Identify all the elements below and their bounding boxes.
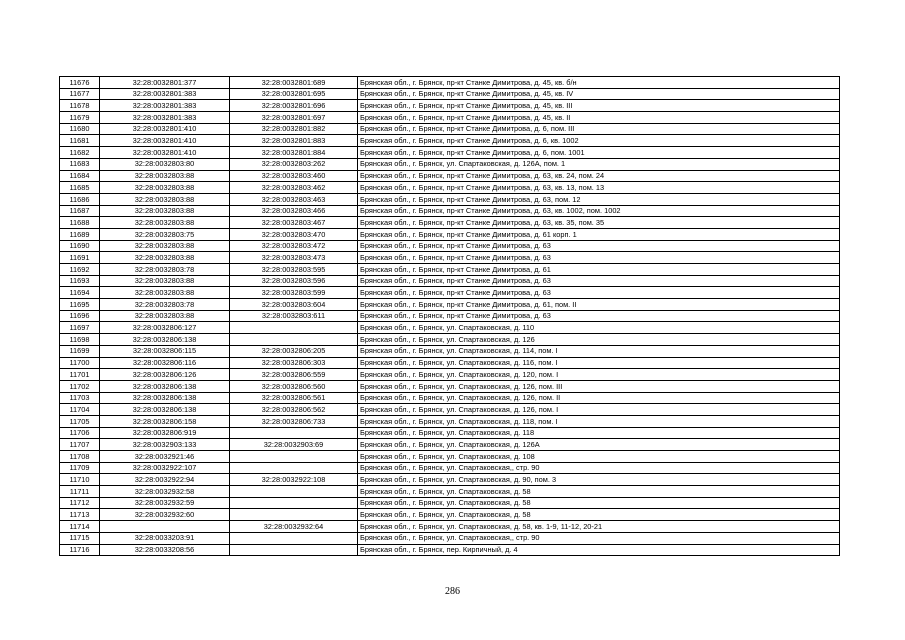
parcel-cadastral-number-cell: 32:28:0033208:56 [100,544,230,556]
row-number-cell: 11698 [60,334,100,346]
row-number-cell: 11711 [60,486,100,498]
table-row [60,474,840,486]
table-row [60,217,840,229]
parcel-cadastral-number-cell: 32:28:0032803:88 [100,310,230,322]
table-row [60,170,840,182]
parcel-cadastral-number-cell: 32:28:0032921:46 [100,451,230,463]
row-number-cell: 11690 [60,240,100,252]
address-cell: Брянская обл., г. Брянск, ул. Спартаковская, д. 110 [358,322,840,334]
parcel-cadastral-number-cell: 32:28:0032801:410 [100,123,230,135]
table-row [60,322,840,334]
object-cadastral-number-cell: 32:28:0032801:883 [230,135,358,147]
parcel-cadastral-number-cell: 32:28:0032806:919 [100,427,230,439]
parcel-cadastral-number-cell: 32:28:0032806:126 [100,369,230,381]
page-number: 286 [445,586,460,597]
object-cadastral-number-cell: 32:28:0032803:462 [230,182,358,194]
address-cell: Брянская обл., г. Брянск, пр-кт Станке Димитрова, д. 61 корп. 1 [358,228,840,240]
row-number-cell: 11704 [60,404,100,416]
object-cadastral-number-cell: 32:28:0032801:689 [230,77,358,89]
object-cadastral-number-cell [230,486,358,498]
address-cell: Брянская обл., г. Брянск, ул. Спартаковская,, стр. 90 [358,532,840,544]
address-cell: Брянская обл., г. Брянск, ул. Спартаковская, д. 120, пом. I [358,369,840,381]
row-number-cell: 11700 [60,357,100,369]
row-number-cell: 11685 [60,182,100,194]
object-cadastral-number-cell: 32:28:0032932:64 [230,521,358,533]
row-number-cell: 11715 [60,532,100,544]
object-cadastral-number-cell: 32:28:0032801:696 [230,100,358,112]
address-cell: Брянская обл., г. Брянск, ул. Спартаковская, д. 114, пом. I [358,345,840,357]
address-cell: Брянская обл., г. Брянск, пр-кт Станке Димитрова, д. 45, кв. III [358,100,840,112]
table-row [60,486,840,498]
object-cadastral-number-cell: 32:28:0032803:604 [230,299,358,311]
table-row [60,404,840,416]
parcel-cadastral-number-cell: 32:28:0032806:158 [100,415,230,427]
table-row [60,228,840,240]
object-cadastral-number-cell: 32:28:0032801:884 [230,147,358,159]
table-row [60,415,840,427]
row-number-cell: 11692 [60,264,100,276]
parcel-cadastral-number-cell: 32:28:0032803:88 [100,193,230,205]
row-number-cell: 11716 [60,544,100,556]
address-cell: Брянская обл., г. Брянск, ул. Спартаковская, д. 126, пом. III [358,380,840,392]
address-cell: Брянская обл., г. Брянск, ул. Спартаковская, д. 58 [358,497,840,509]
row-number-cell: 11709 [60,462,100,474]
table-row [60,88,840,100]
object-cadastral-number-cell [230,532,358,544]
parcel-cadastral-number-cell: 32:28:0032801:377 [100,77,230,89]
parcel-cadastral-number-cell: 32:28:0033203:91 [100,532,230,544]
address-cell: Брянская обл., г. Брянск, ул. Спартаковская, д. 126 [358,334,840,346]
address-cell: Брянская обл., г. Брянск, пр-кт Станке Димитрова, д. 6, кв. 1002 [358,135,840,147]
object-cadastral-number-cell: 32:28:0032803:262 [230,158,358,170]
table-row [60,509,840,521]
parcel-cadastral-number-cell: 32:28:0032806:138 [100,334,230,346]
object-cadastral-number-cell: 32:28:0032803:596 [230,275,358,287]
address-cell: Брянская обл., г. Брянск, ул. Спартаковская, д. 126, пом. I [358,404,840,416]
object-cadastral-number-cell: 32:28:0032806:303 [230,357,358,369]
parcel-cadastral-number-cell: 32:28:0032903:133 [100,439,230,451]
row-number-cell: 11699 [60,345,100,357]
row-number-cell: 11693 [60,275,100,287]
row-number-cell: 11679 [60,112,100,124]
parcel-cadastral-number-cell: 32:28:0032803:75 [100,228,230,240]
object-cadastral-number-cell: 32:28:0032803:595 [230,264,358,276]
address-cell: Брянская обл., г. Брянск, пр-кт Станке Димитрова, д. 63, пом. 12 [358,193,840,205]
object-cadastral-number-cell: 32:28:0032801:695 [230,88,358,100]
address-cell: Брянская обл., г. Брянск, пр-кт Станке Димитрова, д. 63 [358,275,840,287]
object-cadastral-number-cell: 32:28:0032803:463 [230,193,358,205]
object-cadastral-number-cell: 32:28:0032803:611 [230,310,358,322]
parcel-cadastral-number-cell: 32:28:0032801:410 [100,135,230,147]
object-cadastral-number-cell: 32:28:0032806:733 [230,415,358,427]
address-cell: Брянская обл., г. Брянск, пр-кт Станке Димитрова, д. 6, пом. III [358,123,840,135]
address-cell: Брянская обл., г. Брянск, пр-кт Станке Димитрова, д. 63 [358,287,840,299]
row-number-cell: 11689 [60,228,100,240]
object-cadastral-number-cell [230,462,358,474]
row-number-cell: 11678 [60,100,100,112]
parcel-cadastral-number-cell: 32:28:0032932:58 [100,486,230,498]
address-cell: Брянская обл., г. Брянск, пр-кт Станке Димитрова, д. 45, кв. IV [358,88,840,100]
object-cadastral-number-cell: 32:28:0032803:460 [230,170,358,182]
parcel-cadastral-number-cell: 32:28:0032806:138 [100,404,230,416]
table-row [60,427,840,439]
object-cadastral-number-cell [230,509,358,521]
row-number-cell: 11702 [60,380,100,392]
table-row [60,392,840,404]
object-cadastral-number-cell: 32:28:0032922:108 [230,474,358,486]
table-row [60,287,840,299]
table-row [60,77,840,89]
address-cell: Брянская обл., г. Брянск, пр-кт Станке Димитрова, д. 45, кв. б/н [358,77,840,89]
table-row [60,369,840,381]
row-number-cell: 11713 [60,509,100,521]
row-number-cell: 11694 [60,287,100,299]
parcel-cadastral-number-cell: 32:28:0032803:88 [100,205,230,217]
row-number-cell: 11712 [60,497,100,509]
row-number-cell: 11691 [60,252,100,264]
table-row [60,240,840,252]
table-row [60,521,840,533]
table-row [60,100,840,112]
row-number-cell: 11705 [60,415,100,427]
address-cell: Брянская обл., г. Брянск, ул. Спартаковская, д. 90, пом. 3 [358,474,840,486]
row-number-cell: 11682 [60,147,100,159]
object-cadastral-number-cell: 32:28:0032903:69 [230,439,358,451]
table-row [60,193,840,205]
address-cell: Брянская обл., г. Брянск, ул. Спартаковская, д. 108 [358,451,840,463]
parcel-cadastral-number-cell: 32:28:0032801:410 [100,147,230,159]
parcel-cadastral-number-cell: 32:28:0032801:383 [100,100,230,112]
parcel-cadastral-number-cell: 32:28:0032803:88 [100,287,230,299]
address-cell: Брянская обл., г. Брянск, ул. Спартаковская, д. 58 [358,509,840,521]
row-number-cell: 11683 [60,158,100,170]
table-row [60,462,840,474]
parcel-cadastral-number-cell: 32:28:0032922:94 [100,474,230,486]
address-cell: Брянская обл., г. Брянск, пр-кт Станке Димитрова, д. 63, кв. 35, пом. 35 [358,217,840,229]
table-row [60,334,840,346]
row-number-cell: 11706 [60,427,100,439]
table-row [60,310,840,322]
address-cell: Брянская обл., г. Брянск, пр-кт Станке Димитрова, д. 6, пом. 1001 [358,147,840,159]
object-cadastral-number-cell: 32:28:0032806:205 [230,345,358,357]
object-cadastral-number-cell: 32:28:0032801:882 [230,123,358,135]
parcel-cadastral-number-cell: 32:28:0032803:88 [100,240,230,252]
row-number-cell: 11714 [60,521,100,533]
table-row [60,380,840,392]
address-cell: Брянская обл., г. Брянск, ул. Спартаковская, д. 118 [358,427,840,439]
parcel-cadastral-number-cell: 32:28:0032803:88 [100,275,230,287]
object-cadastral-number-cell: 32:28:0032801:697 [230,112,358,124]
object-cadastral-number-cell [230,497,358,509]
object-cadastral-number-cell: 32:28:0032803:599 [230,287,358,299]
parcel-cadastral-number-cell: 32:28:0032801:383 [100,112,230,124]
address-cell: Брянская обл., г. Брянск, ул. Спартаковская, д. 126, пом. II [358,392,840,404]
object-cadastral-number-cell: 32:28:0032806:559 [230,369,358,381]
address-cell: Брянская обл., г. Брянск, пр-кт Станке Димитрова, д. 63, кв. 24, пом. 24 [358,170,840,182]
table-row [60,345,840,357]
address-cell: Брянская обл., г. Брянск, пр-кт Станке Димитрова, д. 61 [358,264,840,276]
parcel-cadastral-number-cell: 32:28:0032803:88 [100,182,230,194]
parcel-cadastral-number-cell [100,521,230,533]
parcel-cadastral-number-cell: 32:28:0032806:138 [100,392,230,404]
table-row [60,123,840,135]
row-number-cell: 11677 [60,88,100,100]
row-number-cell: 11688 [60,217,100,229]
row-number-cell: 11697 [60,322,100,334]
object-cadastral-number-cell: 32:28:0032803:466 [230,205,358,217]
row-number-cell: 11703 [60,392,100,404]
row-number-cell: 11695 [60,299,100,311]
table-row [60,532,840,544]
object-cadastral-number-cell: 32:28:0032806:562 [230,404,358,416]
row-number-cell: 11701 [60,369,100,381]
table-row [60,252,840,264]
table-row [60,205,840,217]
address-cell: Брянская обл., г. Брянск, ул. Спартаковская, д. 58, кв. 1-9, 11-12, 20-21 [358,521,840,533]
object-cadastral-number-cell [230,544,358,556]
table-row [60,544,840,556]
parcel-cadastral-number-cell: 32:28:0032932:60 [100,509,230,521]
object-cadastral-number-cell: 32:28:0032803:472 [230,240,358,252]
table-row [60,439,840,451]
registry-table [59,76,840,556]
parcel-cadastral-number-cell: 32:28:0032803:88 [100,217,230,229]
table-row [60,112,840,124]
object-cadastral-number-cell [230,451,358,463]
parcel-cadastral-number-cell: 32:28:0032806:115 [100,345,230,357]
object-cadastral-number-cell: 32:28:0032806:561 [230,392,358,404]
object-cadastral-number-cell [230,427,358,439]
table-row [60,135,840,147]
row-number-cell: 11676 [60,77,100,89]
parcel-cadastral-number-cell: 32:28:0032803:78 [100,264,230,276]
row-number-cell: 11707 [60,439,100,451]
object-cadastral-number-cell: 32:28:0032803:467 [230,217,358,229]
object-cadastral-number-cell [230,322,358,334]
object-cadastral-number-cell: 32:28:0032803:470 [230,228,358,240]
table-row [60,299,840,311]
address-cell: Брянская обл., г. Брянск, пр-кт Станке Димитрова, д. 63, кв. 13, пом. 13 [358,182,840,194]
registry-table-body [60,77,840,556]
address-cell: Брянская обл., г. Брянск, ул. Спартаковская, д. 116, пом. I [358,357,840,369]
row-number-cell: 11681 [60,135,100,147]
address-cell: Брянская обл., г. Брянск, пр-кт Станке Димитрова, д. 63 [358,310,840,322]
table-row [60,264,840,276]
address-cell: Брянская обл., г. Брянск, пр-кт Станке Димитрова, д. 45, кв. II [358,112,840,124]
address-cell: Брянская обл., г. Брянск, ул. Спартаковская, д. 118, пом. I [358,415,840,427]
parcel-cadastral-number-cell: 32:28:0032801:383 [100,88,230,100]
parcel-cadastral-number-cell: 32:28:0032803:88 [100,170,230,182]
row-number-cell: 11684 [60,170,100,182]
table-row [60,147,840,159]
address-cell: Брянская обл., г. Брянск, пр-кт Станке Димитрова, д. 63 [358,240,840,252]
parcel-cadastral-number-cell: 32:28:0032803:78 [100,299,230,311]
table-row [60,357,840,369]
row-number-cell: 11686 [60,193,100,205]
address-cell: Брянская обл., г. Брянск, пр-кт Станке Димитрова, д. 63, кв. 1002, пом. 1002 [358,205,840,217]
address-cell: Брянская обл., г. Брянск, ул. Спартаковская, д. 126А [358,439,840,451]
table-row [60,182,840,194]
object-cadastral-number-cell: 32:28:0032806:560 [230,380,358,392]
address-cell: Брянская обл., г. Брянск, пр-кт Станке Димитрова, д. 63 [358,252,840,264]
parcel-cadastral-number-cell: 32:28:0032806:138 [100,380,230,392]
address-cell: Брянская обл., г. Брянск, ул. Спартаковская, д. 126А, пом. 1 [358,158,840,170]
address-cell: Брянская обл., г. Брянск, пр-кт Станке Димитрова, д. 61, пом. II [358,299,840,311]
row-number-cell: 11708 [60,451,100,463]
address-cell: Брянская обл., г. Брянск, пер. Кирпичный, д. 4 [358,544,840,556]
row-number-cell: 11710 [60,474,100,486]
parcel-cadastral-number-cell: 32:28:0032806:116 [100,357,230,369]
object-cadastral-number-cell: 32:28:0032803:473 [230,252,358,264]
row-number-cell: 11696 [60,310,100,322]
row-number-cell: 11687 [60,205,100,217]
parcel-cadastral-number-cell: 32:28:0032922:107 [100,462,230,474]
row-number-cell: 11680 [60,123,100,135]
address-cell: Брянская обл., г. Брянск, ул. Спартаковская, д. 58 [358,486,840,498]
parcel-cadastral-number-cell: 32:28:0032806:127 [100,322,230,334]
parcel-cadastral-number-cell: 32:28:0032803:88 [100,252,230,264]
address-cell: Брянская обл., г. Брянск, ул. Спартаковская,, стр. 90 [358,462,840,474]
table-row [60,497,840,509]
table-row [60,451,840,463]
parcel-cadastral-number-cell: 32:28:0032803:80 [100,158,230,170]
table-row [60,158,840,170]
object-cadastral-number-cell [230,334,358,346]
table-row [60,275,840,287]
parcel-cadastral-number-cell: 32:28:0032932:59 [100,497,230,509]
